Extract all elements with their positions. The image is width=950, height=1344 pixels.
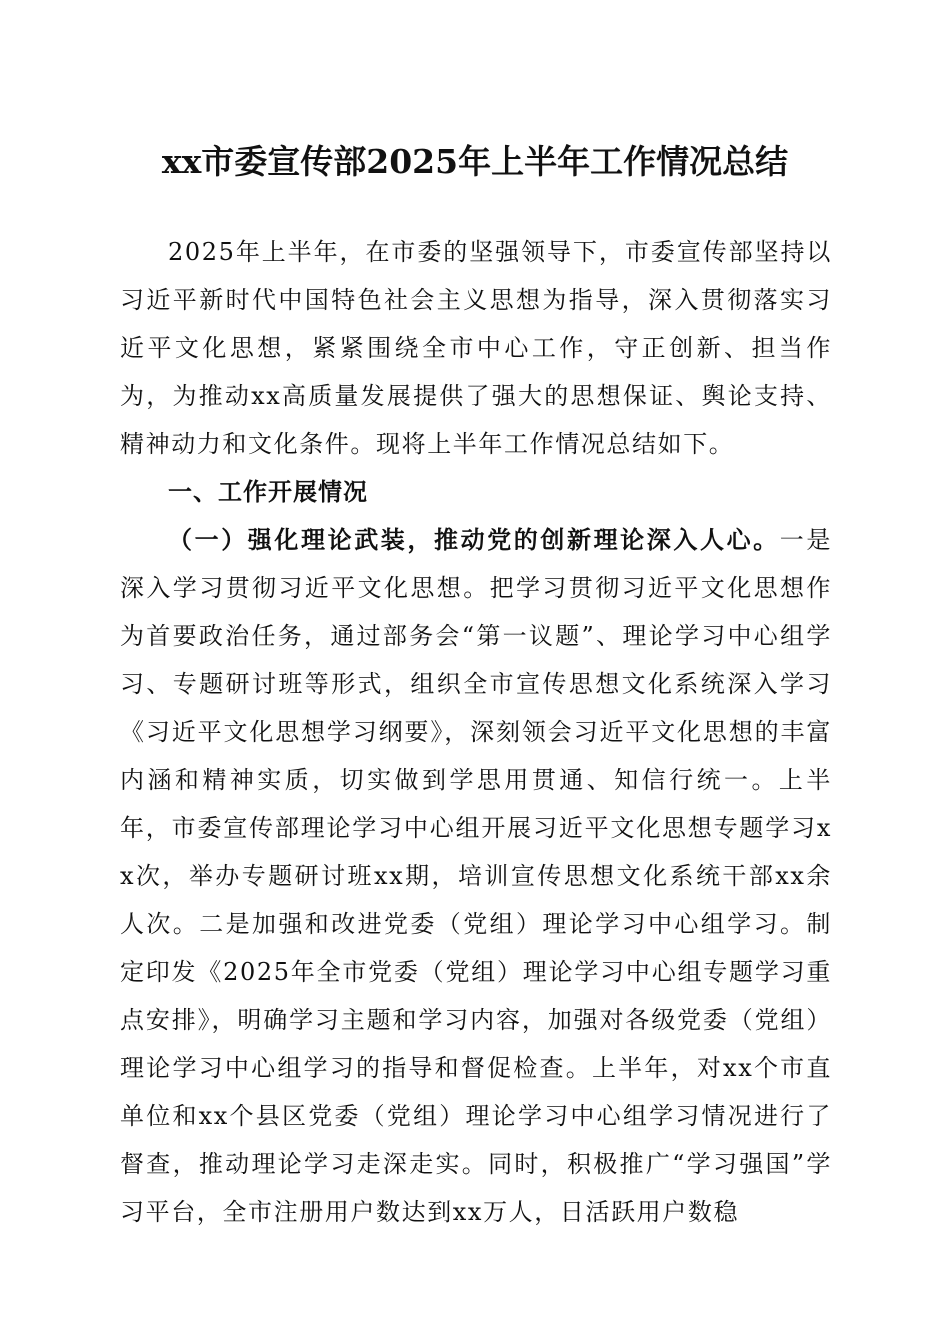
document-title: xx市委宣传部2025年上半年工作情况总结 <box>161 142 789 181</box>
subsection-paragraph <box>120 516 832 1236</box>
intro-paragraph: 2025年上半年，在市委的坚强领导下，市委宣传部坚持以习近平新时代中国特色社会主义思想为指导，深入贯彻落实习近平文化思想，紧紧围绕全市中心工作，守正创新、担当作为，为推动xx高质量发展提供了强大的思想保证、舆论支持、精神动力和文化条件。现将上半年工作情况总结如下。 <box>120 238 832 458</box>
document-body <box>120 228 832 1236</box>
subsection-body: 一是深入学习贯彻习近平文化思想。把学习贯彻习近平文化思想作为首要政治任务，通过部务会“第一议题”、理论学习中心组学习、专题研讨班等形式，组织全市宣传思想文化系统深入学习《习近平文化思想学习纲要》，深刻领会习近平文化思想的丰富内涵和精神实质，切实做到学思用贯通、知信行统一。上半年，市委宣传部理论学习中心组开展习近平文化思想专题学习xx次，举办专题研讨班xx期，培训宣传思想文化系统干部xx余人次。二是加强和改进党委（党组）理论学习中心组学习。制定印发《2025年全市党委（党组）理论学习中心组专题学习重点安排》，明确学习主题和学习内容，加强对各级党委（党组）理论学习中心组学习的指导和督促检查。上半年，对xx个市直单位和xx个县区党委（党组）理论学习中心组学习情况进行了督查，推动理论学习走深走实。同时，积极推广“学习强国”学习平台，全市注册用户数达到xx万人，日活跃用户数稳 <box>120 526 832 1226</box>
subsection-heading: （一）强化理论武装，推动党的创新理论深入人心。 <box>168 525 780 554</box>
section-heading: 一、工作开展情况 <box>168 478 368 506</box>
